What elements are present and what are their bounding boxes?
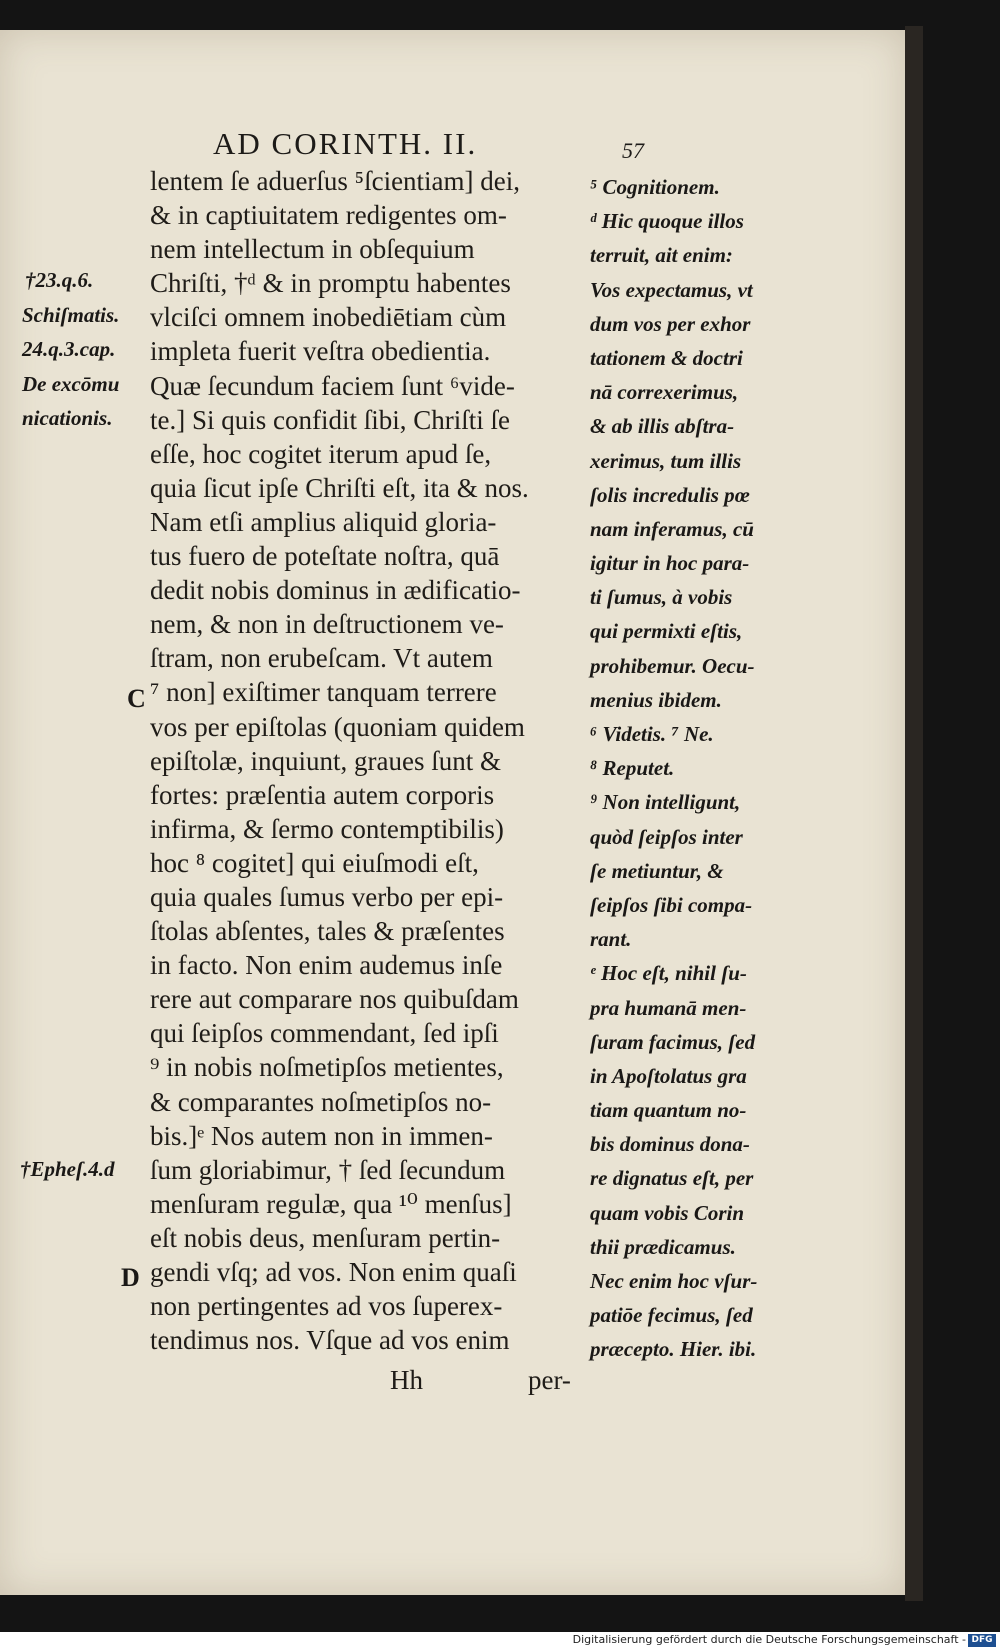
text-line: Chriſti, †ᵈ & in promptu habentes [150, 268, 511, 299]
margin-note-line: pra humanā men- [590, 995, 747, 1020]
margin-note-line: ⁸ Reputet. [590, 756, 675, 781]
margin-note-line: in Apoſtolatus gra [590, 1063, 747, 1088]
margin-note-line: Vos expectamus, vt [590, 277, 753, 302]
text-line: Quæ ſecundum faciem ſunt ⁶vide- [150, 370, 515, 401]
funding-notice: Digitalisierung gefördert durch die Deutsche Forschungsgemeinschaft - [572, 1633, 966, 1646]
text-line: quia ſicut ipſe Chriſti eſt, ita & nos. [150, 472, 529, 503]
margin-note-line: ſolis incredulis pœ [590, 482, 750, 507]
margin-note-line: menius ibidem. [590, 687, 722, 712]
text-line: Nam etſi amplius aliquid gloria- [150, 506, 497, 537]
margin-note-line: præcepto. Hier. ibi. [590, 1337, 757, 1362]
text-line: bis.]ᵉ Nos autem non in immen- [150, 1120, 493, 1151]
text-line: epiſtolæ, inquiunt, graues ſunt & [150, 745, 501, 776]
margin-note-line: ſeipſos ſibi compa- [590, 892, 753, 917]
margin-note-line: thii prædicamus. [590, 1234, 736, 1259]
margin-note-line: dum vos per exhor [590, 311, 751, 336]
margin-note-line: nam inferamus, cū [590, 516, 754, 541]
left-margin-reference: 24.q.3.cap. [22, 337, 116, 361]
section-letter: C [127, 684, 146, 713]
margin-note-line: Nec enim hoc vſur- [590, 1269, 758, 1293]
text-line: ſum gloriabimur, † ſed ſecundum [150, 1154, 506, 1185]
text-line: qui ſeipſos commendant, ſed ipſi [150, 1018, 499, 1049]
margin-note-line: tationem & doctri [590, 345, 743, 370]
text-line: quia quales ſumus verbo per epi- [150, 881, 504, 912]
text-line: infirma, & ſermo contemptibilis) [150, 813, 504, 844]
margin-note-line: re dignatus eſt, per [590, 1166, 754, 1191]
text-line: vlciſci omnem inobediētiam cùm [150, 302, 507, 333]
text-line: dedit nobis dominus in ædificatio- [150, 575, 521, 606]
text-line: ſtram, non erubeſcam. Vt autem [150, 643, 493, 674]
margin-note-line: ⁵ Cognitionem. [590, 175, 720, 199]
text-line: impleta fuerit veſtra obedientia. [150, 336, 491, 367]
running-header: AD CORINTH. II. [213, 126, 478, 161]
margin-note-line: nā correxerimus, [590, 380, 739, 405]
text-line: hoc ⁸ cogitet] qui eiuſmodi eſt, [150, 847, 479, 878]
text-line: menſuram regulæ, qua ¹⁰ menſus] [150, 1188, 512, 1219]
text-line: rere aut comparare nos quibuſdam [150, 984, 519, 1015]
left-margin-reference: †23.q.6. [25, 268, 94, 292]
catchword: per- [528, 1365, 571, 1395]
text-line: tus fuero de poteſtate noſtra, quā [150, 541, 500, 572]
margin-note-line: ᵉ Hoc eſt, nihil ſu- [590, 961, 747, 986]
margin-note-line: prohibemur. Oecu- [590, 653, 755, 678]
margin-note-line: & ab illis abſtra- [590, 414, 735, 439]
text-line: lentem ſe aduerſus ⁵ſcientiam] dei, [150, 166, 521, 196]
text-line: & comparantes noſmetipſos no- [150, 1086, 492, 1117]
text-line: gendi vſq; ad vos. Non enim quaſi [150, 1257, 517, 1287]
left-margin-reference: †Epheſ.4.d [20, 1157, 115, 1181]
section-letter: D [121, 1263, 140, 1292]
page-number: 57 [622, 138, 644, 163]
margin-note-line: ⁹ Non intelligunt, [590, 790, 741, 815]
signature-mark: Hh [390, 1365, 423, 1395]
margin-note-line: tiam quantum no- [590, 1098, 747, 1123]
dfg-logo: DFG [968, 1634, 996, 1647]
text-line: ⁷ non] exiſtimer tanquam terrere [150, 677, 497, 708]
page-edge [905, 26, 923, 1601]
margin-note-line: quòd ſeipſos inter [590, 824, 743, 849]
margin-note-line: igitur in hoc para- [590, 551, 750, 576]
margin-note-line: terruit, ait enim: [590, 243, 733, 268]
margin-notes-column [590, 170, 815, 1367]
margin-note-line: quam vobis Corin [590, 1200, 745, 1225]
text-line: ⁹ in nobis noſmetipſos metientes, [150, 1052, 504, 1083]
text-line: nem intellectum in obſequium [150, 234, 475, 265]
margin-note-line: ᵈ Hic quoque illos [590, 209, 744, 234]
margin-note-line: rant. [590, 927, 632, 952]
main-text-column [150, 164, 590, 1357]
text-line: fortes: præſentia autem corporis [150, 779, 495, 810]
margin-note-line: qui permixti eſtis, [590, 619, 743, 644]
text-line: tendimus nos. Vſque ad vos enim [150, 1325, 510, 1356]
text-line: non pertingentes ad vos ſuperex- [150, 1291, 503, 1322]
margin-note-line: patiōe fecimus, ſed [590, 1303, 753, 1328]
left-margin-reference: Schiſmatis. [22, 303, 120, 327]
margin-note-line: ſuram facimus, ſed [590, 1029, 756, 1054]
left-margin-reference: nicationis. [22, 406, 113, 430]
margin-note-line: xerimus, tum illis [590, 448, 742, 473]
margin-note-line: ti ſumus, à vobis [590, 585, 733, 610]
margin-note-line: ſe metiuntur, & [590, 858, 724, 883]
margin-note-line: ⁶ Videtis. ⁷ Ne. [590, 722, 714, 746]
text-line: te.] Si quis confidit ſibi, Chriſti ſe [150, 404, 510, 435]
text-line: eſſe, hoc cogitet iterum apud ſe, [150, 438, 492, 469]
text-line: ſtolas abſentes, tales & præſentes [150, 916, 505, 947]
text-line: & in captiuitatem redigentes om- [150, 200, 507, 231]
text-line: vos per epiſtolas (quoniam quidem [150, 711, 525, 742]
margin-note-line: bis dominus dona- [590, 1132, 750, 1157]
text-line: nem, & non in deſtructionem ve- [150, 609, 504, 640]
text-line: eſt nobis deus, menſuram pertin- [150, 1222, 501, 1253]
left-margin-reference: De excōmu [22, 372, 120, 396]
text-line: in facto. Non enim audemus inſe [150, 950, 503, 981]
